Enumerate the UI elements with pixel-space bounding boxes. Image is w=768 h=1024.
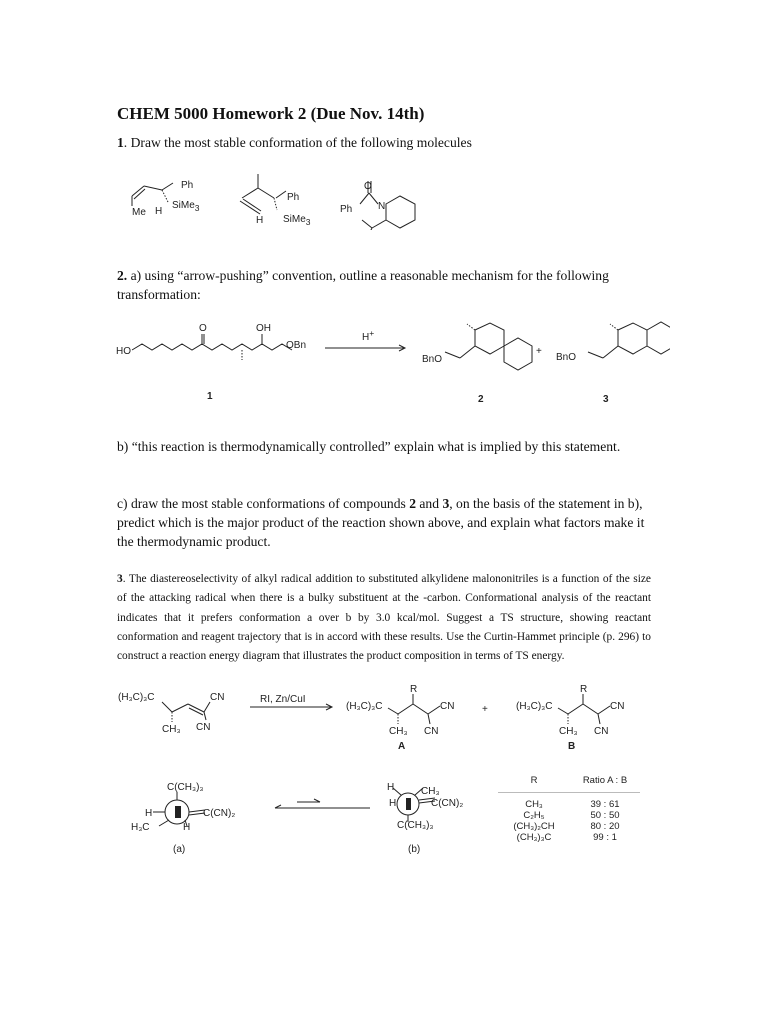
q3-a-r: R (410, 684, 418, 695)
page-title: CHEM 5000 Homework 2 (Due Nov. 14th) (117, 104, 425, 123)
q2c-bold-3: 3 (442, 496, 450, 511)
table-row (498, 793, 640, 811)
q3-reactant-tbu: (H₃C)₃C (118, 692, 155, 703)
compound-2-label: 2 (478, 394, 484, 405)
newman-b-ch3: CH₃ (421, 786, 440, 797)
newman-a-right: C(CN)₂ (203, 808, 236, 819)
newman-a-h2: H (183, 822, 191, 833)
newman-equilibrium (125, 780, 485, 855)
q2-reagent: H+ (362, 328, 375, 343)
ratio-value-2: 50 : 50 (590, 810, 620, 821)
q3-reagent: RI, Zn/CuI (260, 694, 306, 705)
q2-p3-bno: BnO (556, 352, 577, 363)
q3-a-cn1: CN (440, 701, 455, 712)
q3-reactant-cn1: CN (210, 692, 225, 703)
newman-a-h1: H (145, 808, 153, 819)
q2c-text-3: , on the basis of the statement in b), predict which is the major product of the reaction shown above, and explain what factors make it the thermodynamic product. (117, 496, 645, 549)
product-b-label: B (568, 741, 576, 752)
q3-a-ch3: CH₃ (389, 726, 408, 737)
q2c-bold-2: 2 (409, 496, 416, 511)
q2-plus: + (536, 346, 542, 357)
q3-b-ch3: CH₃ (559, 726, 578, 737)
q3-b-r: R (580, 684, 588, 695)
compound-3-label: 3 (603, 394, 609, 405)
q3-b-cn1: CN (610, 701, 625, 712)
m3-n: N (378, 201, 386, 212)
question-1 (117, 133, 472, 152)
q2c-text-2: and (416, 496, 443, 511)
ratio-r-3: (CH₃)₂CH (513, 821, 555, 832)
q3-plus: + (482, 704, 488, 715)
ratio-table-header (498, 775, 640, 793)
newman-b-h2: H (389, 798, 397, 809)
question-2a-text: a) using “arrow-pushing” convention, outline a reasonable mechanism for the following transformation: (117, 268, 609, 302)
table-row (498, 810, 640, 821)
m1-me: Me (132, 207, 146, 218)
ratio-value-3: 80 : 20 (590, 821, 620, 832)
question-2-number: 2. (117, 268, 128, 283)
compound-1-label: 1 (207, 391, 213, 402)
q2-reaction-scheme (110, 318, 670, 406)
m2-sime3: SiMe$_3$ (283, 214, 311, 227)
q2-p2-bno: BnO (422, 354, 443, 365)
product-a-label: A (398, 741, 406, 752)
question-1-text: . Draw the most stable conformation of the following molecules (123, 135, 472, 150)
ratio-r-4: (CH₃)₃C (516, 832, 552, 843)
table-row (498, 832, 640, 843)
q3-b-tbu: (H₃C)₃C (516, 701, 553, 712)
newman-b-h: H (387, 782, 395, 793)
question-3 (117, 570, 651, 666)
q3-a-cn2: CN (424, 726, 439, 737)
q2-oh: OH (256, 323, 271, 334)
question-2c (117, 494, 647, 551)
question-2b: b) “this reaction is thermodynamically controlled” explain what is implied by this statement. (117, 439, 621, 454)
q1-molecules-figure (110, 168, 430, 230)
newman-a-left: H₃C (131, 822, 150, 833)
question-3-number: 3 (117, 573, 123, 585)
ratio-value-4: 99 : 1 (593, 832, 617, 843)
ratio-table (498, 775, 640, 843)
m2-ph: Ph (287, 192, 300, 203)
ratio-header-ratio: Ratio A : B (582, 775, 628, 786)
q3-reactant-ch3: CH₃ (162, 724, 181, 735)
ratio-r-1: CH₃ (525, 799, 543, 810)
q3-a-tbu: (H₃C)₃C (346, 701, 383, 712)
table-row (498, 821, 640, 832)
q3-reactant-cn2: CN (196, 722, 211, 733)
ratio-value-1: 39 : 61 (590, 799, 620, 810)
m1-h: H (155, 206, 163, 217)
question-2a (117, 266, 637, 304)
q3-b-cn2: CN (594, 726, 609, 737)
q3-reaction-scheme (110, 682, 640, 772)
ratio-r-2: C₂H₅ (523, 810, 545, 821)
newman-a-label: (a) (173, 844, 186, 855)
newman-b-label: (b) (408, 844, 421, 855)
q2-ho: HO (116, 346, 131, 357)
ratio-header-r: R (530, 775, 538, 786)
question-3-text: . The diastereoselectivity of alkyl radical addition to substituted alkylidene malononitriles is a function of the size of the attacking radical when there is a bulky substituent at the -carbon. Conformational analysis of the reactant indicates that it prefers conformation a over b by 3.0 kcal/mol. Suggest a TS structure, showing reactant conformation and reagent trajectory that is in accord with these results. Use the Curtin-Hammet principle (p. 296) to construct a reaction energy diagram that illustrates the product composition in terms of TS energy. (117, 573, 651, 663)
m2-h: H (256, 215, 264, 226)
m1-sime3: SiMe$_3$ (172, 200, 200, 213)
newman-a-top: C(CH₃)₃ (167, 782, 204, 793)
q2c-text-1: c) draw the most stable conformations of compounds (117, 496, 410, 511)
q2-obn: OBn (286, 340, 307, 351)
q2-ketone-o: O (199, 323, 207, 334)
newman-b-right: C(CN)₂ (431, 798, 464, 809)
m1-ph: Ph (181, 180, 194, 191)
question-1-number: 1 (117, 135, 124, 150)
m3-ph: Ph (340, 204, 353, 215)
m3-o: O (364, 181, 372, 192)
newman-b-bottom: C(CH₃)₃ (397, 820, 434, 831)
